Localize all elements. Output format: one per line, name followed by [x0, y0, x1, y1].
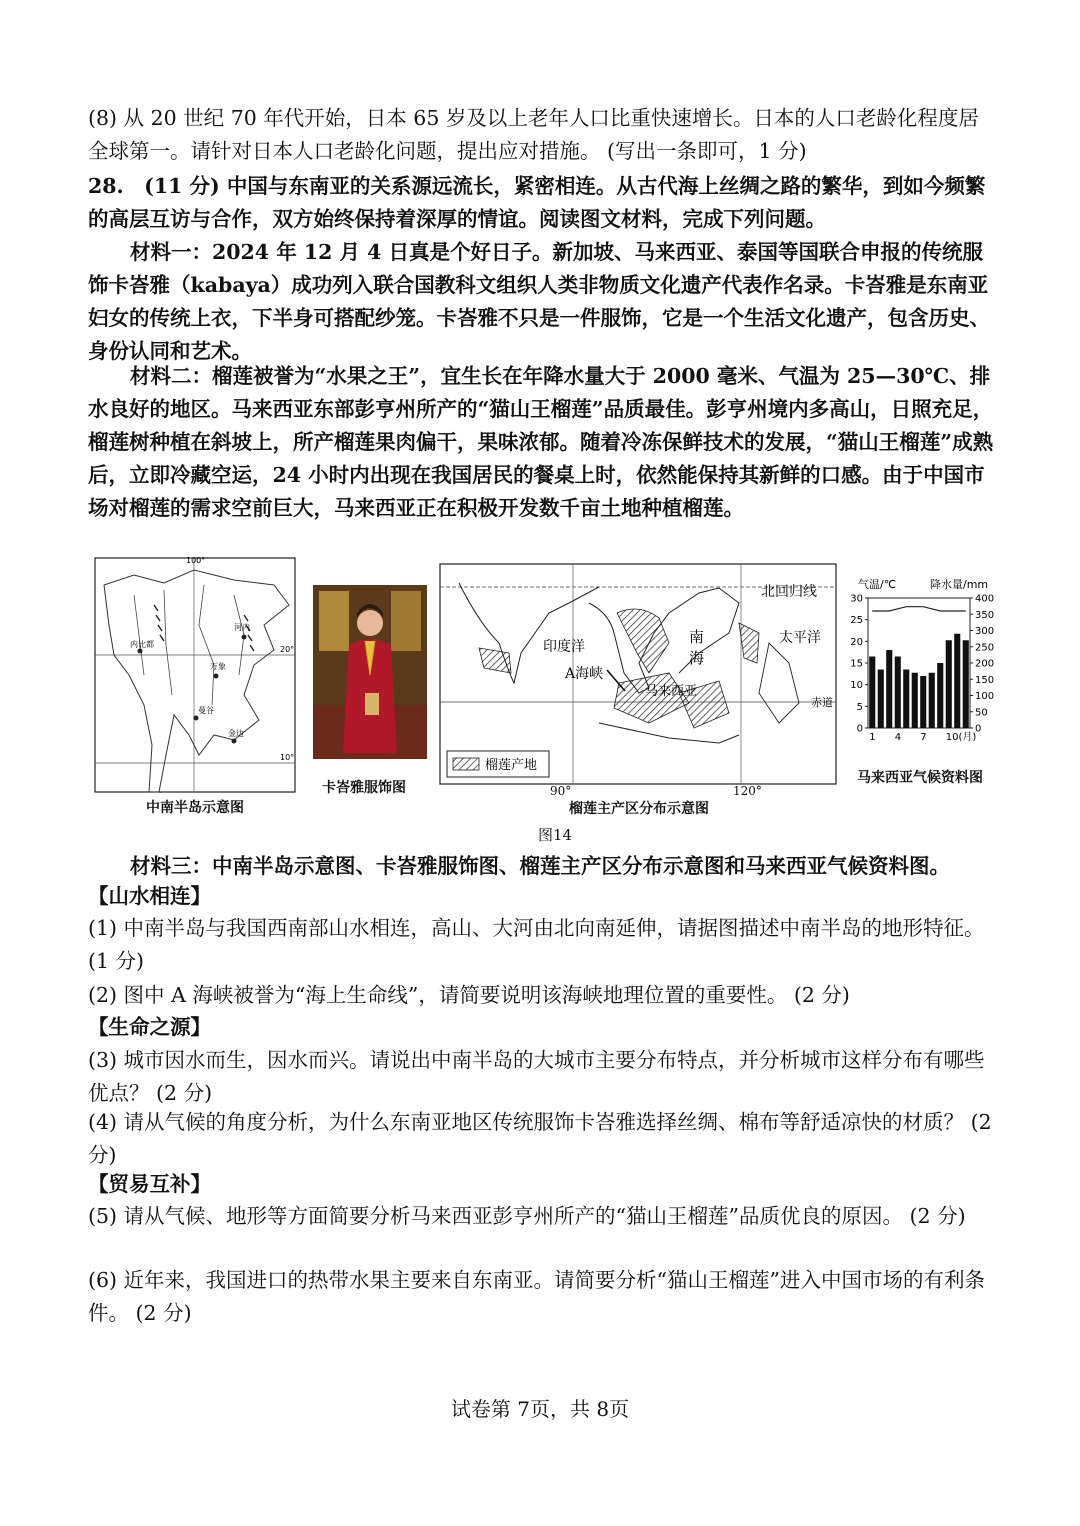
precip-bar [937, 663, 943, 728]
page-footer: 试卷第 7页，共 8页 [450, 1397, 630, 1421]
map2-label-indian-ocean: 印度洋 [543, 639, 585, 655]
precip-bar [920, 676, 926, 728]
durian-map-graphic [439, 563, 837, 785]
climate-right-tick-label: 150 [975, 674, 995, 686]
climate-chart-svg [846, 574, 1000, 750]
photo-caption: 卡峇雅服饰图 [322, 780, 406, 796]
climate-left-tick-label: 20 [850, 636, 863, 648]
climate-left-tick-label: 25 [850, 615, 863, 627]
question-1: (1) 中南半岛与我国西南部山水相连，高山、大河由北向南延伸，请据图描述中南半岛的地形特征。 (1 分) [88, 916, 985, 973]
city-phnom-penh: 金边 [228, 729, 244, 738]
precip-bar [869, 657, 875, 729]
climate-right-tick-label: 300 [975, 626, 995, 637]
climate-x-tick-label: 1 [869, 732, 876, 743]
map1-caption: 中南半岛示意图 [146, 800, 244, 816]
precip-bar [895, 657, 901, 729]
question-6: (6) 近年来，我国进口的热带水果主要来自东南亚。请简要分析“猫山王榴莲”进入中国市场的有利条件。 (2 分) [88, 1268, 986, 1325]
map2-label-tropic: 北回归线 [761, 584, 817, 600]
temperature-line [872, 607, 966, 611]
climate-left-tick-label: 15 [850, 658, 863, 670]
map2-label-strait-a: A海峡 [565, 666, 604, 682]
climate-right-tick-label: 50 [975, 707, 988, 719]
question-5: (5) 请从气候、地形等方面简要分析马来西亚彭亨州所产的“猫山王榴莲”品质优良的原因。 (2 分) [88, 1204, 966, 1228]
question-3: (3) 城市因水而生，因水而兴。请说出中南半岛的大城市主要分布特点，并分析城市这样分布有哪些优点？ (2 分) [88, 1048, 985, 1105]
precip-bar [878, 670, 884, 729]
material-2: 材料二：榴莲被誉为“水果之王”，宜生长在年降水量大于 2000 毫米、气温为 25—30℃、排水良好的地区。马来西亚东部彭亨州所产的“猫山王榴莲”品质最佳。彭亨州境内多高山，日照充足，榴莲树种植在斜坡上，所产榴莲果肉偏干，果味浓郁。随着冷冻保鲜技术的发展，“猫山王榴莲”成熟后，立即冷藏空运，24 小时内出现在我国居民的餐桌上时，依然能保持其新鲜的口感。由于中国市场对榴莲的需求空前巨大，马来西亚正在积极开发数千亩土地种植榴莲。 [88, 364, 994, 520]
map2-label-south: 南 [689, 628, 705, 646]
map2-caption: 榴莲主产区分布示意图 [569, 801, 709, 817]
climate-right-axis-title: 降水量/mm [930, 578, 989, 591]
climate-right-tick-label: 250 [975, 642, 995, 654]
durian-map [439, 563, 837, 785]
lon-100-label: 100° [186, 556, 206, 565]
climate-right-tick-label: 200 [975, 658, 995, 670]
climate-chart [846, 574, 1000, 750]
question-8: (8) 从 20 世纪 70 年代开始，日本 65 岁及以上老年人口比重快速增长。日本的人口老龄化程度居全球第一。请针对日本人口老龄化问题，提出应对措施。 (写出一条即可，1 分) [88, 106, 979, 163]
climate-x-tick-label: 4 [894, 732, 902, 743]
climate-left-tick-label: 10 [850, 680, 863, 692]
material-3: 材料三：中南半岛示意图、卡峇雅服饰图、榴莲主产区分布示意图和马来西亚气候资料图。 [130, 854, 950, 878]
city-naypyidaw: 内比都 [130, 640, 154, 649]
precip-bar [903, 670, 909, 729]
climate-left-axis-title: 气温/℃ [858, 578, 897, 591]
map2-label-equator: 赤道 [811, 696, 833, 709]
section-mountains-rivers: 【山水相连】 [88, 884, 211, 908]
climate-right-tick-label: 400 [975, 593, 995, 605]
section-source-of-life: 【生命之源】 [88, 1015, 211, 1039]
precip-bar [929, 673, 935, 728]
lat-10-label: 10° [280, 753, 295, 762]
kebaya-photo-graphic [313, 585, 427, 759]
map2-legend-label: 榴莲产地 [485, 758, 538, 773]
question-4: (4) 请从气候的角度分析，为什么东南亚地区传统服饰卡峇雅选择丝绸、棉布等舒适凉快的材质？ (2 分) [88, 1110, 992, 1167]
indochina-map [94, 555, 296, 795]
climate-right-tick-label: 100 [975, 691, 995, 702]
map2-lon-90: 90° [550, 784, 572, 798]
material-1: 材料一：2024 年 12 月 4 日真是个好日子。新加坡、马来西亚、泰国等国联合申报的传统服饰卡峇雅（kabaya）成功列入联合国教科文组织人类非物质文化遗产代表作名录。卡峇雅是东南亚妇女的传统上衣，下半身可搭配纱笼。卡峇雅不只是一件服饰，它是一个生活文化遗产，包含历史、身份认同和艺术。 [88, 240, 990, 363]
precip-bar [963, 640, 969, 728]
map2-label-pacific: 太平洋 [779, 630, 821, 646]
precip-bar [946, 640, 952, 728]
climate-x-tick-label: 10(月) [945, 732, 977, 743]
figure-caption: 图14 [538, 826, 573, 844]
climate-x-tick-label: 7 [920, 732, 927, 743]
climate-caption: 马来西亚气候资料图 [857, 770, 983, 786]
kebaya-photo [313, 585, 427, 759]
city-hanoi: 河内 [234, 623, 250, 632]
climate-right-tick-label: 0 [975, 723, 982, 735]
climate-left-tick-label: 0 [856, 723, 863, 735]
city-vientiane: 万象 [210, 662, 226, 671]
section-trade: 【贸易互补】 [88, 1172, 211, 1196]
city-bangkok: 曼谷 [198, 706, 214, 715]
map2-label-malaysia: 马来西亚 [645, 684, 698, 699]
question-2: (2) 图中 A 海峡被誉为“海上生命线”，请简要说明该海峡地理位置的重要性。 (2 分) [88, 983, 850, 1007]
indochina-map-graphic [94, 555, 296, 795]
climate-left-tick-label: 5 [856, 701, 863, 713]
precip-bar [886, 650, 892, 728]
lat-20-label: 20° [280, 645, 295, 654]
question-28-stem: 28. (11 分) 中国与东南亚的关系源远流长，紧密相连。从古代海上丝绸之路的繁华，到如今频繁的高层互访与合作，双方始终保持着深厚的情谊。阅读图文材料，完成下列问题。 [88, 174, 986, 231]
climate-right-tick-label: 350 [975, 609, 995, 621]
precip-bar [912, 673, 918, 728]
map2-lon-120: 120° [733, 784, 762, 798]
climate-left-tick-label: 30 [850, 593, 863, 605]
map2-label-sea: 海 [689, 649, 705, 667]
precip-bar [954, 634, 960, 728]
